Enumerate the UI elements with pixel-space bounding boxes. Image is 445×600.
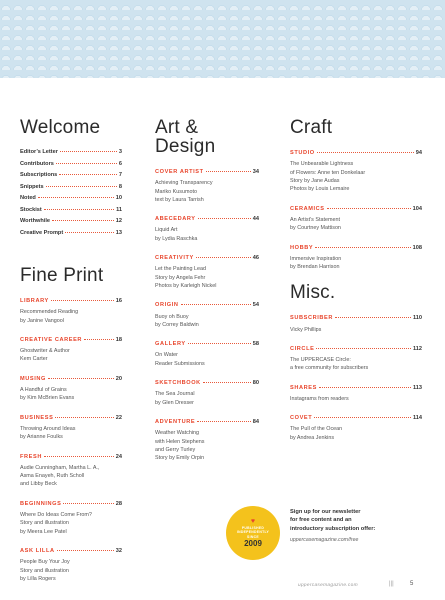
entry-desc-line: of Flowers: Anne ten Donkelaar xyxy=(290,169,366,176)
toc-entry[interactable] xyxy=(155,341,259,368)
entry-desc-line: Photos by Louis Lemaire xyxy=(290,186,350,193)
toc-entry[interactable] xyxy=(20,501,122,536)
entry-desc-line: a free community for subscribers xyxy=(290,365,369,372)
toc-entry[interactable] xyxy=(155,216,259,243)
dot-leader xyxy=(51,300,114,301)
badge-year: 2009 xyxy=(244,538,262,548)
entry-desc-line: by Correy Baldwin xyxy=(155,321,199,328)
page-number: 46 xyxy=(252,255,259,262)
dot-leader xyxy=(197,421,251,422)
toc-entry[interactable] xyxy=(20,548,122,583)
toc-item[interactable] xyxy=(20,219,122,231)
dot-leader xyxy=(196,257,251,258)
entry-desc-line: Story by Emily Orpin xyxy=(155,455,205,462)
entry-desc-line: Recommended Reading xyxy=(20,309,79,316)
entry-label: CIRCLE xyxy=(290,345,315,352)
entry-label: MUSING xyxy=(20,375,46,382)
dot-leader xyxy=(38,197,114,198)
page-number: 24 xyxy=(115,453,122,460)
entry-desc-line: Photos by Karleigh Nickel xyxy=(155,283,217,290)
column-art-design xyxy=(155,118,259,475)
toc-item[interactable] xyxy=(20,150,122,162)
entry-label: ABECEDARY xyxy=(155,216,196,223)
page-number: 22 xyxy=(115,414,122,421)
dot-leader xyxy=(327,208,411,209)
footer-separator: ||| xyxy=(389,581,394,587)
page-number: 44 xyxy=(252,216,259,223)
entry-desc-line: by Lydia Raschka xyxy=(155,235,198,242)
page-number: 32 xyxy=(115,548,122,555)
entry-desc-line: by Janine Vangool xyxy=(20,317,64,324)
toc-entry[interactable] xyxy=(290,415,422,442)
signup-link[interactable]: uppercasemagazine.com/free xyxy=(290,536,359,543)
entry-desc-line: Weather Watching xyxy=(155,430,200,437)
entry-label: BEGINNINGS xyxy=(20,500,62,507)
section-title-misc: Misc. xyxy=(290,282,336,304)
page-number: 110 xyxy=(412,315,422,322)
entry-desc-line: Vicky Phillips xyxy=(290,326,322,333)
entry-desc-line: Reader Submissions xyxy=(155,360,205,367)
dot-leader xyxy=(65,232,114,233)
entry-desc-line: with Helen Stephens xyxy=(155,438,205,445)
entry-desc-line: Immersive Inspiration xyxy=(290,255,342,262)
section-title-welcome: Welcome xyxy=(20,117,101,138)
entry-desc-line: Story by Angela Fehr xyxy=(155,274,206,281)
dot-leader xyxy=(55,417,113,418)
toc-entry[interactable] xyxy=(290,150,422,194)
entry-label: CERAMICS xyxy=(290,205,325,212)
footer-website[interactable]: uppercasemagazine.com xyxy=(298,583,358,588)
toc-item-label: Contributors xyxy=(20,160,54,167)
dot-leader xyxy=(60,151,117,152)
toc-entry[interactable] xyxy=(290,346,422,373)
entry-desc-line: The Pull of the Ocean xyxy=(290,426,343,433)
entry-desc-line: The UPPERCASE Circle: xyxy=(290,357,351,364)
page-number: 94 xyxy=(415,150,422,156)
dot-leader xyxy=(57,550,114,551)
entry-desc-line: People Buy Your Joy xyxy=(20,559,70,566)
section-title-craft: Craft xyxy=(290,117,333,138)
page-number: 6 xyxy=(118,160,122,167)
dot-leader xyxy=(84,339,114,340)
toc-item-label: Subscriptions xyxy=(20,172,58,178)
page-number: 80 xyxy=(252,380,259,387)
entry-label: COVER ARTIST xyxy=(155,169,204,175)
entry-desc-line: and Gerry Turley xyxy=(155,446,196,453)
page-number-footer: 5 xyxy=(410,581,414,587)
entry-desc-line: by Kim McBrien Evans xyxy=(20,395,75,402)
welcome-list xyxy=(20,150,122,242)
entry-label: SUBSCRIBER xyxy=(290,315,333,322)
entry-label: COVET xyxy=(290,415,313,422)
badge-line: INDEPENDENTLY xyxy=(236,530,270,535)
signup-line: introductory subscription offer: xyxy=(290,525,376,532)
page-number: 11 xyxy=(116,206,122,213)
toc-entry[interactable] xyxy=(20,337,122,364)
dot-leader xyxy=(335,317,411,318)
entry-desc-line: by Andrea Jenkins xyxy=(290,434,335,441)
signup-text xyxy=(290,508,420,533)
toc-item-label: Worthwhile xyxy=(20,218,51,224)
toc-entry[interactable] xyxy=(20,298,122,325)
entry-desc-line: Mariko Kusumoto xyxy=(155,188,197,195)
entry-desc-line: Story and illustration xyxy=(20,567,69,574)
page-number: 104 xyxy=(412,205,422,212)
entry-desc-line: Where Do Ideas Come From? xyxy=(20,511,92,518)
entry-label: CREATIVE CAREER xyxy=(20,336,83,343)
section-title-fine-print: Fine Print xyxy=(20,265,104,286)
toc-entry[interactable] xyxy=(290,245,422,272)
column-welcome xyxy=(20,118,122,595)
page-number: 58 xyxy=(252,341,259,348)
badge-line: SINCE xyxy=(247,534,259,539)
entry-desc-line: by Arianne Foulks xyxy=(20,434,63,441)
entry-label: CREATIVITY xyxy=(155,255,194,262)
toc-entry[interactable] xyxy=(290,315,422,334)
entry-label: SKETCHBOOK xyxy=(155,380,201,387)
page-number: 12 xyxy=(115,218,122,224)
fine-print-list xyxy=(20,298,122,583)
entry-label: ORIGIN xyxy=(155,302,179,309)
page-number: 34 xyxy=(252,169,259,175)
header-pattern-banner xyxy=(0,0,445,78)
entry-desc-line: Achieving Transparency xyxy=(155,180,213,187)
entry-desc-line: On Water xyxy=(155,352,178,359)
entry-desc-line: Let the Painting Lead xyxy=(155,266,206,273)
toc-entry[interactable] xyxy=(290,206,422,233)
dot-leader xyxy=(48,378,114,379)
entry-desc-line: The Sea Journal xyxy=(155,391,195,398)
toc-item-label: Stockist xyxy=(20,206,42,213)
toc-item-label: Noted xyxy=(20,195,36,201)
toc-entry[interactable] xyxy=(290,385,422,404)
page-number: 113 xyxy=(412,384,422,391)
dot-leader xyxy=(206,171,251,172)
page-number: 20 xyxy=(115,375,122,382)
entry-desc-line: by Meera Lee Patel xyxy=(20,528,67,535)
page-number: 13 xyxy=(115,229,122,236)
page-number: 112 xyxy=(412,345,422,352)
entry-label: BUSINESS xyxy=(20,414,54,421)
entry-desc-line: Audie Cunningham, Martha L. A., xyxy=(20,464,100,471)
entry-desc-line: by Brendan Harrison xyxy=(290,264,340,271)
entry-label: SHARES xyxy=(290,384,317,391)
dot-leader xyxy=(314,417,411,418)
page-number: 84 xyxy=(252,419,259,426)
page-number: 114 xyxy=(412,415,422,422)
signup-line: Sign up for our newsletter xyxy=(290,509,361,515)
page-number: 7 xyxy=(118,172,122,178)
toc-item-label: Editor’s Letter xyxy=(20,149,58,155)
entry-label: GALLERY xyxy=(155,341,186,348)
heart-icon: ♥ xyxy=(250,518,256,526)
entry-desc-line: Story by Jane Audas xyxy=(290,177,340,184)
entry-desc-line: by Courtney Mattison xyxy=(290,225,341,232)
entry-desc-line: Liquid Art xyxy=(155,227,178,234)
dot-leader xyxy=(198,218,251,219)
dot-leader xyxy=(181,304,251,305)
page-number: 54 xyxy=(252,302,259,309)
page-number: 8 xyxy=(118,183,122,190)
entry-desc-line: and Libby Beck xyxy=(20,481,57,488)
dot-leader xyxy=(56,163,117,164)
dot-leader xyxy=(59,174,117,175)
toc-entry[interactable] xyxy=(155,380,259,407)
entry-label: ADVENTURE xyxy=(155,419,196,426)
dot-leader xyxy=(188,343,251,344)
dot-leader xyxy=(203,382,251,383)
toc-item[interactable] xyxy=(20,231,122,243)
signup-line: for free content and an xyxy=(290,517,352,524)
entry-desc-line: by Glen Dresser xyxy=(155,399,194,406)
newsletter-signup xyxy=(290,508,420,543)
page-number: 108 xyxy=(412,244,422,251)
section-title-art-design: Art & Design xyxy=(155,117,216,157)
entry-desc-line: Kem Carter xyxy=(20,356,48,363)
dot-leader xyxy=(63,503,113,504)
entry-desc-line: Ghostwriter & Author xyxy=(20,348,70,355)
entry-label: FRESH xyxy=(20,453,42,460)
entry-desc-line: Instagrams from readers xyxy=(290,395,349,402)
dot-leader xyxy=(52,220,114,221)
toc-item-label: Creative Prompt xyxy=(20,229,64,236)
entry-desc-line: Throwing Around Ideas xyxy=(20,425,76,432)
entry-desc-line: text by Laura Tarrish xyxy=(155,196,204,203)
entry-label: LIBRARY xyxy=(20,298,49,304)
toc-entry[interactable] xyxy=(155,302,259,329)
dot-leader xyxy=(46,186,117,187)
dot-leader xyxy=(315,247,410,248)
entry-desc-line: An Artist’s Statement xyxy=(290,216,340,223)
entry-desc-line: Asma Enayeh, Ruth Scholl xyxy=(20,473,85,480)
toc-entry[interactable] xyxy=(20,415,122,442)
page-number: 28 xyxy=(115,500,122,507)
toc-item[interactable] xyxy=(20,173,122,185)
toc-entry[interactable] xyxy=(155,419,259,463)
entry-desc-line: Buoy oh Buoy xyxy=(155,313,189,320)
page-number: 10 xyxy=(115,195,122,201)
page-number: 18 xyxy=(115,336,122,343)
entry-desc-line: A Handful of Grains xyxy=(20,386,67,393)
entry-desc-line: The Unbearable Lightness xyxy=(290,161,354,168)
entry-desc-line: Story and illustration xyxy=(20,520,69,527)
badge-line: PUBLISHED xyxy=(241,526,265,531)
badge-text xyxy=(237,526,269,539)
toc-entry[interactable] xyxy=(155,169,259,204)
toc-entry[interactable] xyxy=(155,255,259,290)
page-number: 16 xyxy=(115,298,122,304)
entry-label: STUDIO xyxy=(290,150,315,156)
entry-desc-line: by Lilla Rogers xyxy=(20,575,56,582)
page-number: 3 xyxy=(118,149,122,155)
column-craft-misc xyxy=(290,118,422,454)
entry-label: HOBBY xyxy=(290,244,314,251)
toc-item[interactable] xyxy=(20,196,122,208)
entry-label: ASK LILLA xyxy=(20,548,55,555)
toc-entry[interactable] xyxy=(20,454,122,489)
toc-entry[interactable] xyxy=(20,376,122,403)
dot-leader xyxy=(44,209,114,210)
dot-leader xyxy=(316,348,411,349)
dot-leader xyxy=(317,152,414,153)
published-since-badge xyxy=(226,506,280,560)
dot-leader xyxy=(319,387,411,388)
dot-leader xyxy=(44,456,114,457)
toc-item-label: Snippets xyxy=(20,183,44,190)
